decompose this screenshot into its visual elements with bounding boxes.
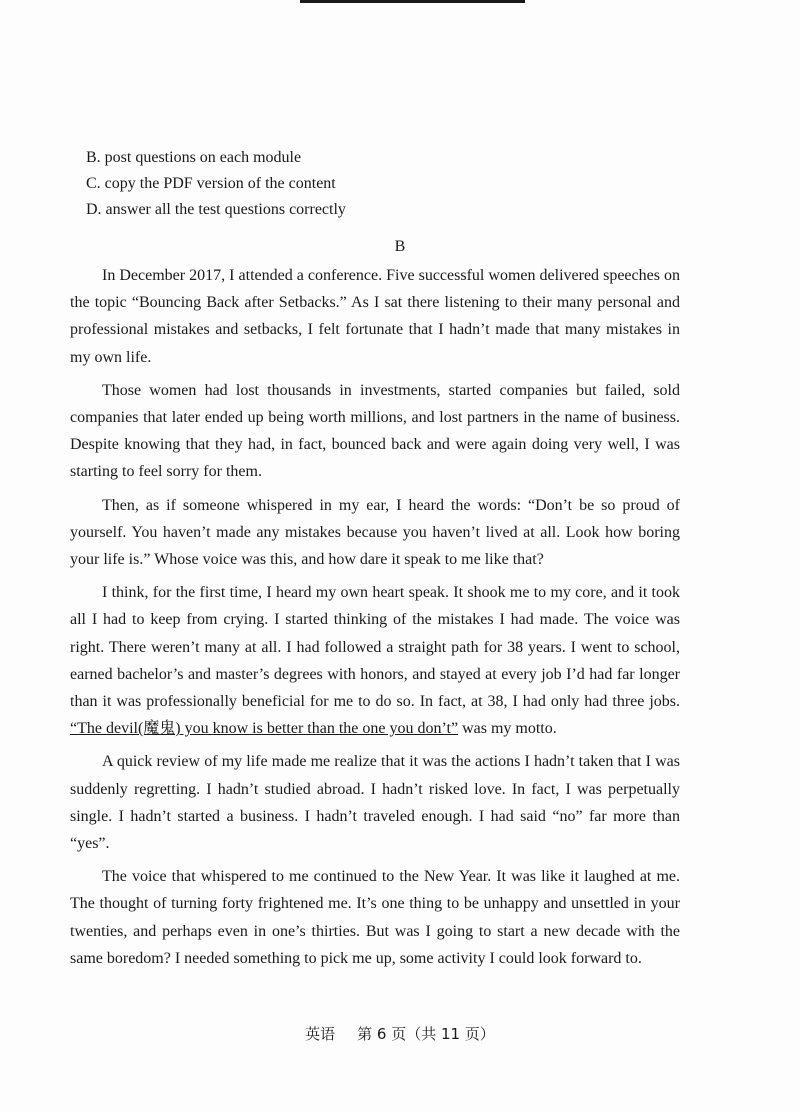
- section-label: B: [394, 238, 406, 255]
- answer-options: [86, 145, 726, 223]
- top-rule: [300, 0, 525, 3]
- option-c: C. copy the PDF version of the content: [86, 175, 336, 192]
- option-b: B. post questions on each module: [86, 149, 302, 166]
- option-d: D. answer all the test questions correctly: [86, 201, 346, 218]
- paragraph-6: The voice that whispered to me continued to the New Year. It was like it laughed at me. The thought of turning forty frightened me. It’s one thing to be unhappy and unsettled in your twenties, and perhaps even in one’s thirties. But was I going to start a new decade with the same boredom? I needed something to pick me up, some activity I could look forward to.: [70, 868, 680, 967]
- footer-page-number: 第 6 页（共 11 页）: [357, 1025, 495, 1043]
- paragraph-4: [70, 579, 680, 742]
- paragraph-3: Then, as if someone whispered in my ear, I heard the words: “Don’t be so proud of yourself. You haven’t made any mistakes because you haven’t lived at all. Look how boring your life is.” Whose voice was this, and how dare it speak to me like that?: [70, 496, 680, 569]
- reading-passage: [70, 262, 680, 978]
- paragraph-5: A quick review of my life made me realize that it was the actions I hadn’t taken that I was suddenly regretting. I hadn’t studied abroad. I hadn’t risked love. In fact, I was perpetually single. I hadn’t started a business. I hadn’t traveled enough. I had said “no” far more than “yes”.: [70, 753, 680, 853]
- footer-subject: 英语: [305, 1025, 336, 1043]
- paragraph-1: In December 2017, I attended a conference. Five successful women delivered speeches on the topic “Bouncing Back after Setbacks.” As I sat there listening to their many personal and professional mistakes and setbacks, I felt fortunate that I hadn’t made that many mistakes in my own life.: [70, 267, 680, 366]
- paragraph-2: Those women had lost thousands in investments, started companies but failed, sold companies that later ended up being worth millions, and lost partners in the name of business. Despite knowing that they had, in fact, bounced back and were again doing very well, I was starting to feel sorry for them.: [70, 381, 680, 481]
- underlined-motto: “The devil(魔鬼) you know is better than the one you don’t”: [70, 720, 459, 738]
- paragraph-4-text: I think, for the first time, I heard my own heart speak. It shook me to my core, and it took all I had to keep from crying. I started thinking of the mistakes I had made. The voice was right. There weren’t many at all. I had followed a straight path for 38 years. I went to school, earned bachelor’s and master’s degrees with honors, and stayed at every job I’d had far longer than it was professionally beneficial for me to do so. In fact, at 38, I had only had three jobs.: [70, 584, 680, 711]
- page-footer: [0, 1024, 800, 1044]
- paragraph-4-end: was my motto.: [458, 720, 557, 738]
